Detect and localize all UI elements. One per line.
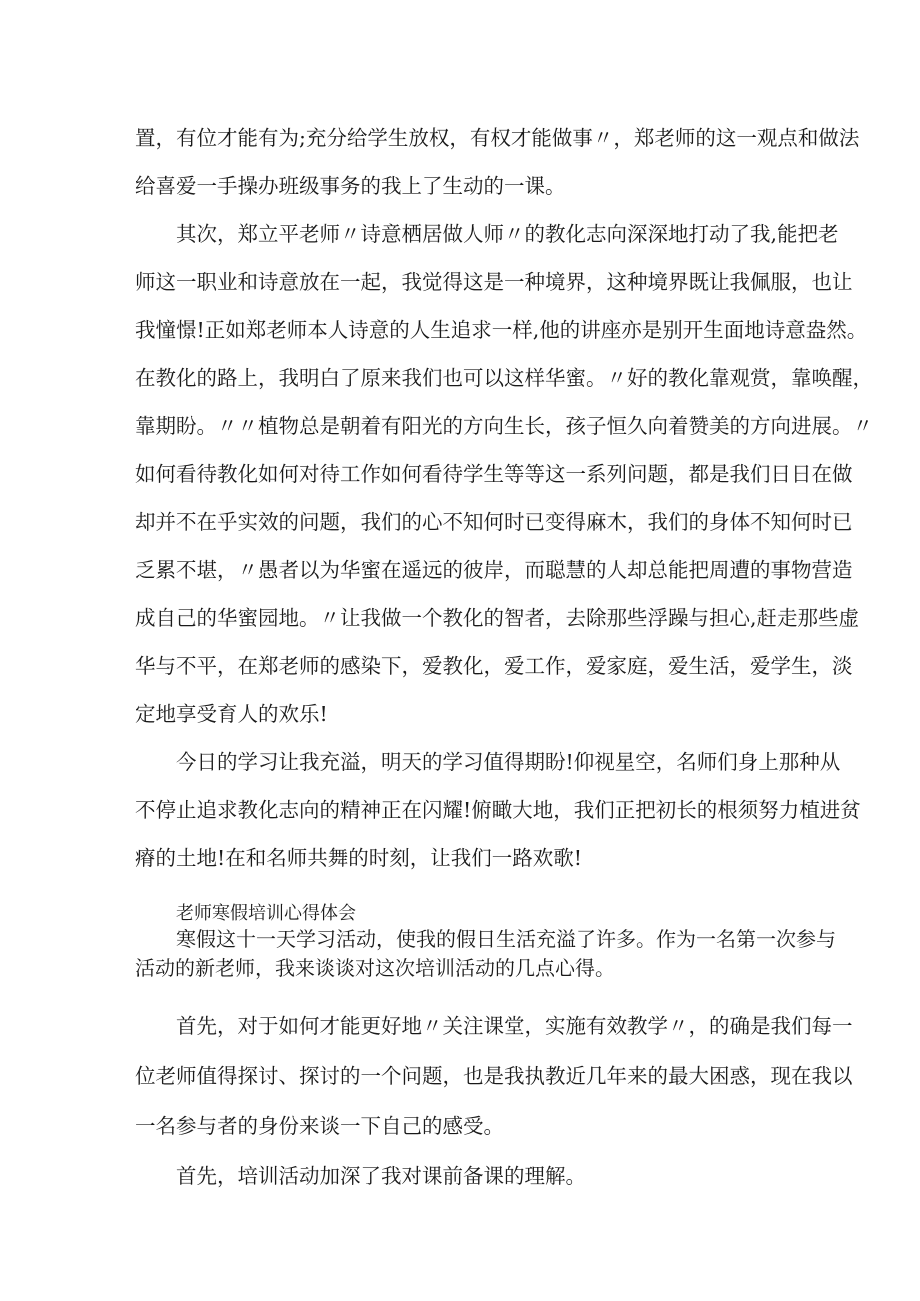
text-line: 我憧憬!正如郑老师本人诗意的人生追求一样,他的讲座亦是别开生面地诗意盎然。 (135, 318, 868, 342)
text-line: 华与不平，在郑老师的感染下，爱教化，爱工作，爱家庭，爱生活，爱学生，淡 (135, 654, 853, 678)
text-line: 寒假这十一天学习活动，使我的假日生活充溢了许多。作为一名第一次参与 (176, 927, 836, 951)
text-line: 今日的学习让我充溢，明天的学习值得期盼!仰视星空，名师们身上那种从 (176, 750, 841, 774)
text-line: 给喜爱一手操办班级事务的我上了生动的一课。 (135, 174, 566, 198)
text-line: 师这一职业和诗意放在一起，我觉得这是一种境界，这种境界既让我佩服，也让 (135, 270, 853, 294)
text-line: 乏累不堪，〃愚者以为华蜜在遥远的彼岸，而聪慧的人却总能把周遭的事物营造 (135, 558, 853, 582)
text-line: 靠期盼。〃〃植物总是朝着有阳光的方向生长，孩子恒久向着赞美的方向进展。〃 (135, 414, 873, 438)
text-line: 却并不在乎实效的问题，我们的心不知何时已变得麻木，我们的身体不知何时已 (135, 510, 853, 534)
text-line: 在教化的路上，我明白了原来我们也可以这样华蜜。〃好的教化靠观赏，靠唤醒， (135, 366, 873, 390)
text-line: 置，有位才能有为;充分给学生放权，有权才能做事〃，郑老师的这一观点和做法 (135, 126, 860, 150)
text-line: 位老师值得探讨、探讨的一个问题，也是我执教近几年来的最大困惑，现在我以 (135, 1064, 853, 1088)
text-line: 首先，对于如何才能更好地〃关注课堂，实施有效教学〃，的确是我们每一 (176, 1014, 853, 1038)
text-line: 首先，培训活动加深了我对课前备课的理解。 (176, 1164, 586, 1188)
text-line: 活动的新老师，我来谈谈对这次培训活动的几点心得。 (135, 956, 615, 980)
text-line: 成自己的华蜜园地。〃让我做一个教化的智者，去除那些浮躁与担心,赶走那些虚 (135, 606, 860, 630)
text-line: 不停止追求教化志向的精神正在闪耀!俯瞰大地，我们正把初长的根须努力植进贫 (135, 798, 861, 822)
text-line: 定地享受育人的欢乐! (135, 702, 328, 726)
section-title: 老师寒假培训心得体会 (176, 903, 356, 924)
text-line: 瘠的土地!在和名师共舞的时刻，让我们一路欢歌! (135, 846, 582, 870)
text-line: 一名参与者的身份来谈一下自己的感受。 (135, 1114, 504, 1138)
text-line: 如何看待教化如何对待工作如何看待学生等等这一系列问题，都是我们日日在做 (135, 462, 853, 486)
text-line: 其次，郑立平老师〃诗意栖居做人师〃的教化志向深深地打动了我,能把老 (176, 222, 839, 246)
